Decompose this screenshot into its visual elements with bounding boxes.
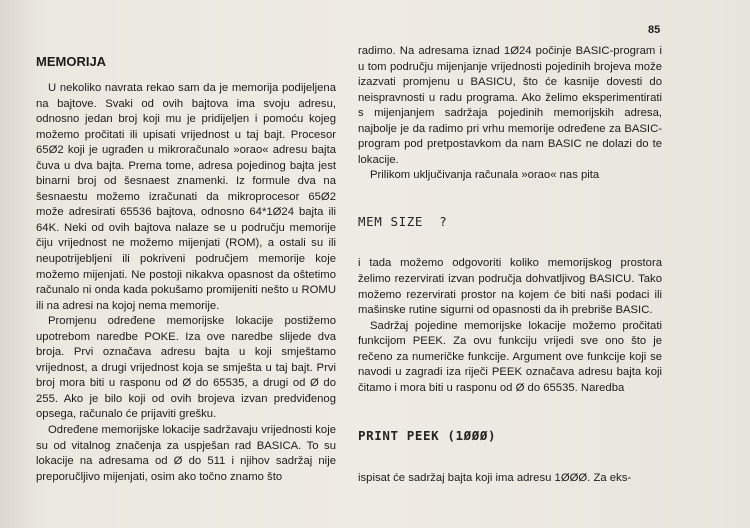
page-number: 85 [648, 24, 661, 36]
paragraph: Određene memorijske lokacije sadržavaju vrijednosti koje su od vitalnog značenja za uspješan rad BASICA. To su lokacije na adresama od Ø do 511 i njihov sadržaj nije preporučljivo mijenjati, osim ako točno znamo što [36, 424, 336, 483]
paragraph: Promjenu određene memorijske lokacije postižemo upotrebom naredbe POKE. Iza ove naredbe slijede dva broja. Prvi označava adresu bajta u koji smještamo vrijednost, a drugi vrijednost koja se smješta u taj bajt. Prvi broj mora biti u rasponu od Ø do 65535, a drugi od Ø do 255. Ako je bilo koji od ovih brojeva izvan predviđenog opsega, računalo će prijaviti grešku. [36, 315, 336, 421]
paragraph: ispisat će sadržaj bajta koji ima adresu 1ØØØ. Za eks- [358, 471, 632, 484]
paragraph: U nekoliko navrata rekao sam da je memorija podijeljena na bajtove. Svaki od ovih bajtova ima svoju adresu, odnosno jedan broj koji mu je pridijeljen i pomoću kojeg možemo pročitati ili upisati vrijednost u taj bajt. Procesor 65Ø2 koji je ugrađen u mikroračunalo »orao« adresu bajta čuva u dva bajta. Prema tome, adresa pojedinog bajta jest binarni broj od šesnaest znamenki. Iz formule dva na šesnaestu možemo izračunati da mikroprocesor 65Ø2 može adresirati 65536 bajtova, odnosno 64*1Ø24 bajta ili 64K. Neki od ovih bajtova nalaze se u području memorije čiju vrijednost ne možemo mijenjati (ROM), a ostali su ili neupotrijebljeni ili pokriveni područjem memorije koje možemo mijenjati. Ne postoji nikakva opasnost da oštetimo računalo ni onda kada pokušamo promijeniti nešto u ROMU ili na adresi na kojoj nema memorije. [36, 82, 336, 312]
code-line: PRINT PEEK (1ØØØ) [358, 428, 497, 444]
paragraph: Sadržaj pojedine memorijske lokacije možemo pročitati funkcijom PEEK. Za ovu funkciju vrijedi sve ono što je rečeno za numeričke funkcije. Argument ove funkcije koji se navodi u zagradi iza riječi PEEK označava adresu bajta koji čitamo i mora biti u rasponu od Ø do 65535. Naredba [358, 319, 662, 394]
left-column [36, 44, 336, 485]
paragraph: Prilikom uključivanja računala »orao« nas pita [370, 169, 600, 182]
right-column [358, 44, 662, 486]
paragraph: radimo. Na adresama iznad 1Ø24 počinje BASIC-program i u tom području mijenjanje vrijednosti pojedinih brojeva može izazvati promjenu u BASICU, što će kasnije dovesti do neispravnosti u radu programa. Ako želimo eksperimentirati s mijenjanjem sadržaja pojedinih memorijskih adresa, najbolje je da radimo pri vrhu memorije određene za BASIC-program pod pretpostavkom da nam BASIC ne dolazi do te lokacije. [358, 45, 662, 166]
code-line: MEM SIZE ? [358, 213, 448, 229]
paragraph: i tada možemo odgovoriti koliko memorijskog prostora želimo rezervirati izvan područja dohvatljivog BASICU. Tako možemo rezervirati prostor na kojem će biti naši podaci ili mašinske rutine sigurni od opasnosti da ih prebriše BASIC. [358, 257, 662, 317]
section-heading: MEMORIJA [36, 54, 107, 69]
